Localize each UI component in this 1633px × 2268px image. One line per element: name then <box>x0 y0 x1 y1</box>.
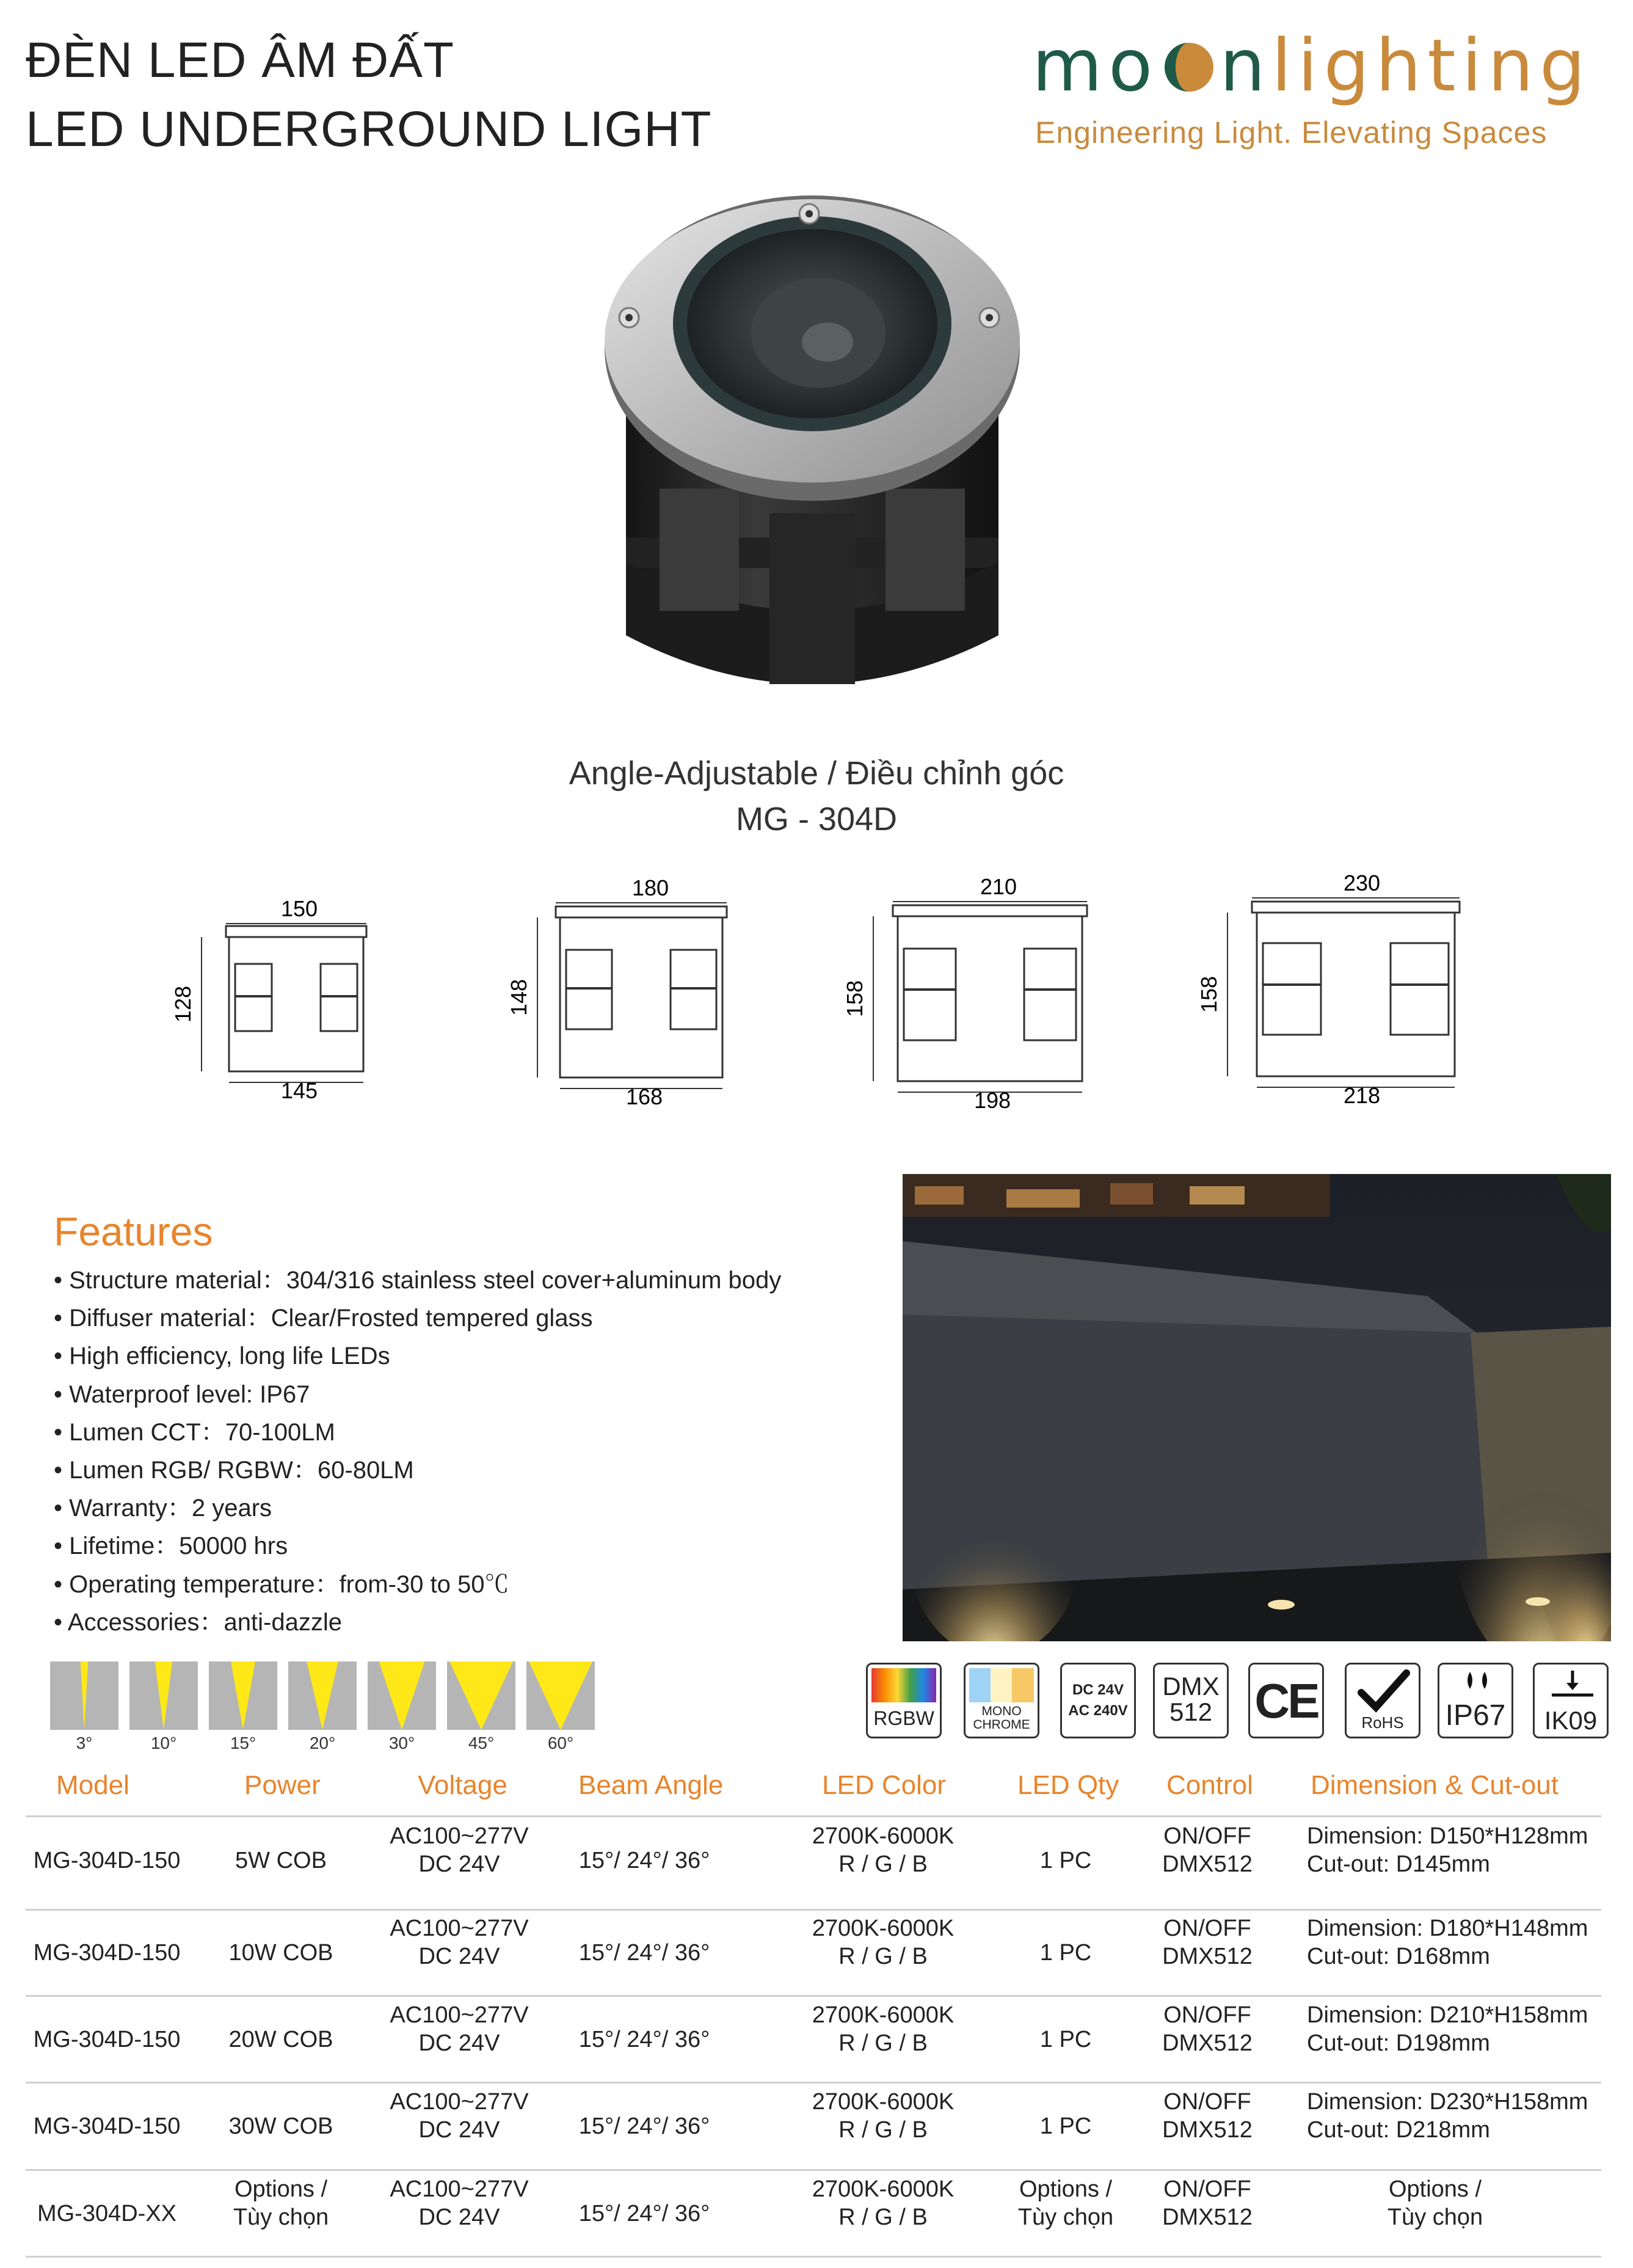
voltage-label-2: AC 240V <box>1068 1702 1128 1719</box>
table-cell-volt2: DC 24V <box>418 2204 500 2230</box>
table-cell-volt2: DC 24V <box>418 2117 500 2143</box>
beam-angle-icon <box>288 1661 357 1730</box>
feature-item: • Structure material：304/316 stainless steel cover+aluminum body <box>54 1261 781 1299</box>
table-cell-model: MG-304D-XX <box>37 2201 177 2226</box>
voltage-icon <box>1060 1663 1136 1738</box>
drawing-1-bottom-label: 145 <box>280 1078 318 1103</box>
table-cell-dim2: Cut-out: D198mm <box>1307 2030 1490 2056</box>
beam-angle-icon <box>50 1661 118 1730</box>
feature-item: • Waterproof level: IP67 <box>54 1376 781 1413</box>
beam-angle-label: 3° <box>76 1734 93 1752</box>
table-cell-qty1: Options / <box>1019 2176 1113 2202</box>
dimension-drawing-4 <box>1191 869 1466 1113</box>
table-cell-dim1: Options / <box>1388 2176 1482 2202</box>
table-cell-power1: 20W COB <box>228 2027 333 2052</box>
drawing-2-top-label: 180 <box>631 875 669 900</box>
ce-label: CE <box>1254 1674 1318 1728</box>
table-cell-dim1: Dimension: D150*H128mm <box>1307 1823 1588 1849</box>
drawing-4-bottom-label: 218 <box>1343 1083 1381 1108</box>
table-cell-ctrl2: DMX512 <box>1162 1851 1253 1877</box>
table-cell-ctrl1: ON/OFF <box>1163 1916 1251 1941</box>
mono-label-1: MONO <box>981 1704 1022 1718</box>
table-divider <box>26 1815 1601 1817</box>
table-header-beam-angle: Beam Angle <box>578 1770 724 1800</box>
page-title-vi: ĐÈN LED ÂM ĐẤT <box>26 32 454 88</box>
feature-item: • Lumen RGB/ RGBW：60-80LM <box>54 1451 781 1489</box>
table-cell-qty1: 1 PC <box>1039 2113 1092 2139</box>
feature-item: • Lifetime：50000 hrs <box>54 1527 781 1565</box>
table-divider <box>26 2169 1601 2171</box>
table-cell-color2: R / G / B <box>838 1851 928 1877</box>
table-cell-dim1: Dimension: D230*H158mm <box>1307 2089 1588 2115</box>
table-cell-model: MG-304D-150 <box>33 2027 181 2052</box>
table-cell-volt1: AC100~277V <box>390 1916 529 1941</box>
beam-angle-icon <box>368 1661 436 1730</box>
table-cell-power1: Options / <box>234 2176 328 2202</box>
table-cell-dim1: Dimension: D210*H158mm <box>1307 2002 1588 2028</box>
table-cell-volt1: AC100~277V <box>390 2176 529 2202</box>
moon-icon <box>1161 28 1217 84</box>
rohs-label: RoHS <box>1361 1713 1404 1732</box>
rgbw-label: RGBW <box>873 1707 934 1729</box>
table-divider <box>26 1909 1601 1911</box>
table-cell-power2: Tùy chọn <box>233 2204 329 2230</box>
beam-angle-label: 10° <box>150 1734 177 1752</box>
table-cell-ctrl2: DMX512 <box>1162 2117 1253 2143</box>
table-divider <box>26 2256 1601 2258</box>
table-cell-color2: R / G / B <box>838 2030 928 2056</box>
beam-angle-label: 60° <box>547 1734 574 1752</box>
table-cell-color1: 2700K-6000K <box>812 1823 955 1849</box>
rohs-icon <box>1345 1663 1420 1738</box>
table-header-model: Model <box>56 1770 129 1800</box>
feature-item: • Warranty：2 years <box>54 1489 781 1527</box>
table-cell-ctrl2: DMX512 <box>1162 1944 1253 1969</box>
monochrome-icon <box>964 1663 1039 1738</box>
product-model: MG - 304D <box>735 801 898 837</box>
table-cell-volt1: AC100~277V <box>390 2002 529 2028</box>
table-cell-ctrl1: ON/OFF <box>1163 2089 1251 2115</box>
page-title-en: LED UNDERGROUND LIGHT <box>26 101 712 157</box>
beam-angle-icon <box>526 1661 595 1730</box>
table-cell-dim2: Tùy chọn <box>1387 2204 1483 2230</box>
table-header-led-qty: LED Qty <box>1017 1770 1119 1800</box>
drawing-3-height-label: 158 <box>842 980 867 1018</box>
table-cell-color2: R / G / B <box>838 2204 928 2230</box>
table-divider <box>26 2082 1601 2084</box>
table-cell-power1: 10W COB <box>228 1940 333 1966</box>
dimension-drawing-1 <box>171 897 379 1104</box>
voltage-label-1: DC 24V <box>1072 1682 1124 1698</box>
table-cell-volt1: AC100~277V <box>390 2089 529 2115</box>
beam-angle-label: 30° <box>388 1734 415 1752</box>
product-image <box>568 195 1057 733</box>
table-cell-model: MG-304D-150 <box>33 1848 181 1873</box>
table-cell-power1: 5W COB <box>235 1848 327 1873</box>
brand-logo <box>1032 23 1612 108</box>
table-header-control: Control <box>1166 1770 1253 1800</box>
drawing-2-bottom-label: 168 <box>625 1084 663 1109</box>
beam-angle-icon <box>209 1661 277 1730</box>
dimension-drawing-2 <box>507 873 739 1112</box>
feature-item: • Accessories：anti-dazzle <box>54 1603 781 1641</box>
table-cell-color1: 2700K-6000K <box>812 2089 955 2115</box>
table-cell-qty2: Tùy chọn <box>1017 2204 1114 2230</box>
logo-text-part2: n <box>1220 23 1271 108</box>
table-cell-ctrl2: DMX512 <box>1162 2030 1253 2056</box>
ik-label: IK09 <box>1544 1706 1598 1735</box>
feature-item: • Lumen CCT：70-100LM <box>54 1413 781 1451</box>
ip67-icon <box>1438 1663 1513 1738</box>
dmx-icon <box>1153 1663 1229 1738</box>
table-cell-dim1: Dimension: D180*H148mm <box>1307 1916 1588 1941</box>
table-divider <box>26 1995 1601 1997</box>
table-cell-qty1: 1 PC <box>1039 1940 1092 1966</box>
table-cell-volt1: AC100~277V <box>390 1823 529 1849</box>
ce-mark-icon <box>1248 1663 1324 1738</box>
feature-item: • High efficiency, long life LEDs <box>54 1337 781 1375</box>
ik09-icon <box>1533 1663 1609 1738</box>
table-cell-dim2: Cut-out: D145mm <box>1307 1851 1490 1877</box>
table-cell-beam: 15°/ 24°/ 36° <box>578 2113 710 2139</box>
dmx-label-2: 512 <box>1169 1697 1213 1726</box>
table-cell-beam: 15°/ 24°/ 36° <box>578 1940 710 1966</box>
feature-item: • Diffuser material：Clear/Frosted tempered glass <box>54 1299 781 1337</box>
table-cell-color2: R / G / B <box>838 1944 928 1969</box>
dmx-label-1: DMX <box>1162 1672 1220 1701</box>
brand-tagline: Engineering Light. Elevating Spaces <box>1035 115 1548 150</box>
table-header-voltage: Voltage <box>418 1770 507 1800</box>
features-title: Features <box>54 1209 213 1254</box>
logo-text-part1: mo <box>1032 23 1159 108</box>
beam-angle-icon <box>447 1661 515 1730</box>
table-header-led-color: LED Color <box>822 1770 946 1800</box>
table-cell-qty1: 1 PC <box>1039 2027 1092 2052</box>
mono-label-2: CHROME <box>973 1718 1030 1732</box>
beam-angle-icon <box>129 1661 198 1730</box>
features-list <box>54 1261 781 1641</box>
table-cell-model: MG-304D-150 <box>33 1940 181 1966</box>
drawing-2-height-label: 148 <box>507 979 531 1016</box>
application-photo <box>903 1174 1611 1641</box>
dimension-drawing-3 <box>837 872 1093 1117</box>
beam-angle-label: 20° <box>309 1734 336 1752</box>
drawing-4-top-label: 230 <box>1343 870 1381 895</box>
ip-label: IP67 <box>1445 1699 1506 1732</box>
table-header-dimension: Dimension & Cut-out <box>1311 1770 1558 1800</box>
beam-angle-label: 15° <box>230 1734 256 1752</box>
table-cell-color1: 2700K-6000K <box>812 1916 955 1941</box>
table-cell-color2: R / G / B <box>838 2117 928 2143</box>
beam-angle-label: 45° <box>468 1734 495 1752</box>
table-cell-beam: 15°/ 24°/ 36° <box>578 2201 710 2226</box>
table-cell-dim2: Cut-out: D218mm <box>1307 2117 1490 2143</box>
rgbw-icon <box>866 1663 942 1738</box>
drawing-4-height-label: 158 <box>1196 975 1221 1013</box>
table-cell-beam: 15°/ 24°/ 36° <box>578 2027 710 2052</box>
table-cell-color1: 2700K-6000K <box>812 2176 955 2202</box>
table-cell-color1: 2700K-6000K <box>812 2002 955 2028</box>
table-cell-model: MG-304D-150 <box>33 2113 181 2139</box>
table-cell-volt2: DC 24V <box>418 1851 500 1877</box>
table-cell-volt2: DC 24V <box>418 1944 500 1969</box>
table-cell-ctrl1: ON/OFF <box>1163 1823 1251 1849</box>
logo-text-part3: lighting <box>1271 23 1591 108</box>
drawing-1-height-label: 128 <box>171 985 195 1023</box>
drawing-1-top-label: 150 <box>280 897 318 921</box>
drawing-3-top-label: 210 <box>980 874 1017 899</box>
product-subtitle: Angle-Adjustable / Điều chỉnh góc <box>569 755 1064 792</box>
table-cell-beam: 15°/ 24°/ 36° <box>578 1848 710 1873</box>
table-cell-ctrl1: ON/OFF <box>1163 2002 1251 2028</box>
table-cell-dim2: Cut-out: D168mm <box>1307 1944 1490 1969</box>
table-cell-ctrl2: DMX512 <box>1162 2204 1253 2230</box>
table-cell-qty1: 1 PC <box>1039 1848 1092 1873</box>
table-cell-power1: 30W COB <box>228 2113 333 2139</box>
table-cell-ctrl1: ON/OFF <box>1163 2176 1251 2202</box>
feature-item: • Operating temperature：from-30 to 50℃ <box>54 1566 781 1603</box>
table-cell-volt2: DC 24V <box>418 2030 500 2056</box>
table-header-power: Power <box>244 1770 321 1800</box>
drawing-3-bottom-label: 198 <box>973 1088 1011 1113</box>
